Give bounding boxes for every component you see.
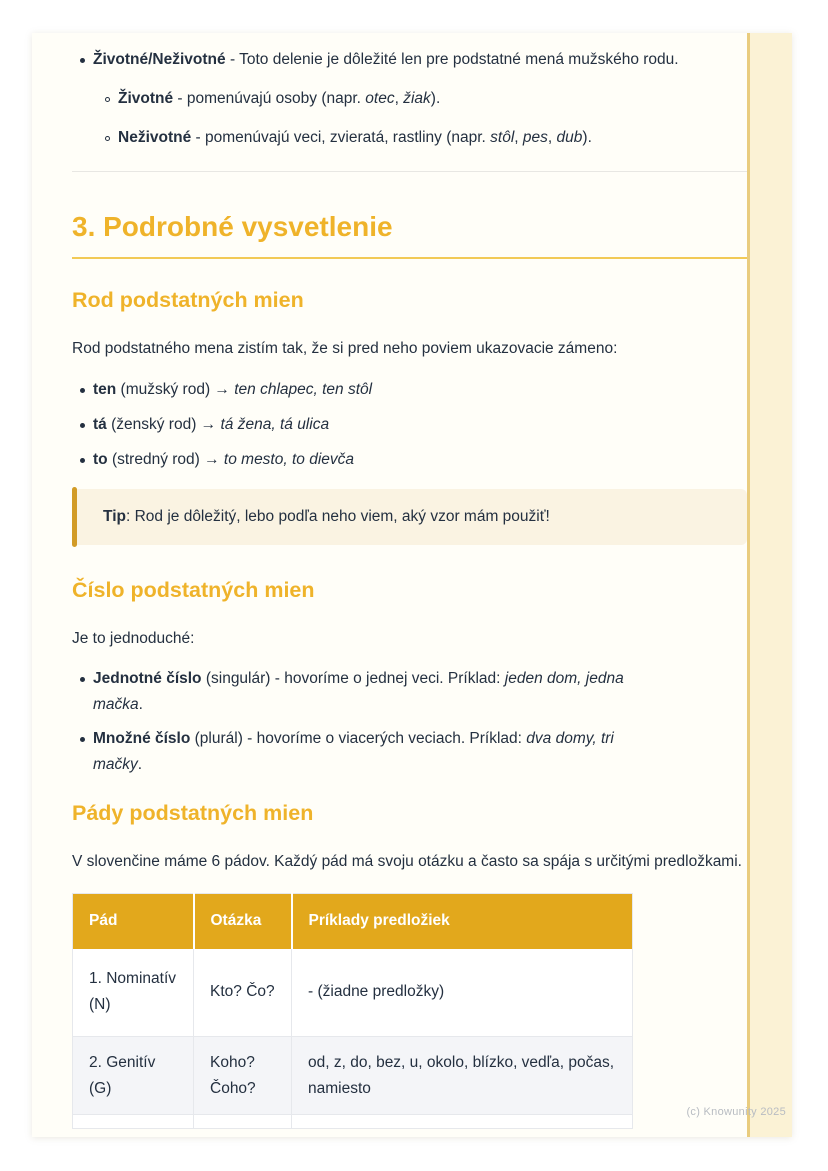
- bullet-dot-icon: [80, 388, 85, 393]
- rod-bullet-list: [72, 377, 747, 473]
- bullet-dot-icon: [80, 677, 85, 682]
- pady-intro-paragraph: V slovenčine máme 6 pádov. Každý pád má svoju otázku a často sa spája s určitými predložkami.: [72, 853, 742, 870]
- heading-cislo: Číslo podstatných mien: [72, 578, 315, 602]
- cell-pad: 2. Genitív (G): [73, 1037, 194, 1115]
- table-row: [73, 1037, 633, 1115]
- cell-pad: 1. Nominatív (N): [73, 949, 194, 1037]
- cases-table: [72, 893, 633, 1129]
- table-header-otazka: Otázka: [194, 894, 292, 949]
- list-item-ta: [72, 412, 747, 438]
- tip-text: Tip: Rod je dôležitý, lebo podľa neho viem, aký vzor mám použiť!: [103, 508, 550, 525]
- bullet-dot-icon: [80, 737, 85, 742]
- table-row: [73, 949, 633, 1037]
- list-item-nezivotne: [72, 125, 747, 151]
- section-divider: [72, 171, 747, 172]
- cell-otazka: Kto? Čo?: [194, 949, 292, 1037]
- page-edge-strip: [747, 33, 792, 1137]
- table-row-partial: [73, 1115, 633, 1129]
- bullet-dot-icon: [80, 423, 85, 428]
- table-header-pad: Pád: [73, 894, 194, 949]
- cell-priklady: - (žiadne predložky): [292, 949, 633, 1037]
- rod-intro-paragraph: Rod podstatného mena zistím tak, že si pred neho poviem ukazovacie zámeno:: [72, 340, 618, 357]
- list-item-text: Životné/Neživotné - Toto delenie je dôležité len pre podstatné mená mužského rodu.: [93, 51, 679, 68]
- list-item-text: Jednotné číslo (singulár) - hovoríme o jednej veci. Príklad: jeden dom, jedna mačka.: [93, 670, 624, 713]
- cislo-intro-paragraph: Je to jednoduché:: [72, 630, 195, 647]
- list-item-text: Množné číslo (plurál) - hovoríme o viacerých veciach. Príklad: dva domy, tri mačky.: [93, 730, 614, 773]
- bullet-circle-icon: [105, 136, 110, 141]
- list-item-mnozne: [72, 726, 747, 778]
- section-title: 3. Podrobné vysvetlenie: [72, 210, 747, 259]
- bullet-circle-icon: [105, 97, 110, 102]
- bullet-dot-icon: [80, 458, 85, 463]
- list-item-jednotne: [72, 666, 747, 718]
- cell-priklady: od, z, do, bez, u, okolo, blízko, vedľa, počas, namiesto: [292, 1037, 633, 1115]
- list-item-zivotne: [72, 86, 747, 112]
- cell-otazka: Koho? Čoho?: [194, 1037, 292, 1115]
- table-header-priklady: Príklady predložiek: [292, 894, 633, 949]
- bullet-dot-icon: [80, 58, 85, 63]
- list-item-text: Životné - pomenúvajú osoby (napr. otec, žiak).: [118, 90, 441, 107]
- document-content: [32, 33, 792, 1129]
- list-item-zivotne-nezivotne: [72, 47, 747, 73]
- document-page: [32, 33, 792, 1137]
- watermark: (c) Knowunity 2025: [686, 1106, 786, 1118]
- list-item-to: [72, 447, 747, 473]
- heading-rod: Rod podstatných mien: [72, 288, 304, 312]
- list-item-text: to (stredný rod) → to mesto, to dievča: [93, 451, 355, 468]
- list-item-text: Neživotné - pomenúvajú veci, zvieratá, rastliny (napr. stôl, pes, dub).: [118, 129, 592, 146]
- heading-pady: Pády podstatných mien: [72, 801, 314, 825]
- list-item-text: tá (ženský rod) → tá žena, tá ulica: [93, 416, 330, 433]
- cislo-bullet-list: [72, 666, 747, 778]
- tip-accent-bar: [72, 487, 77, 547]
- tip-callout: [72, 489, 747, 545]
- list-item-ten: [72, 377, 747, 403]
- list-item-text: ten (mužský rod) → ten chlapec, ten stôl: [93, 381, 373, 398]
- table-header-row: [73, 894, 633, 949]
